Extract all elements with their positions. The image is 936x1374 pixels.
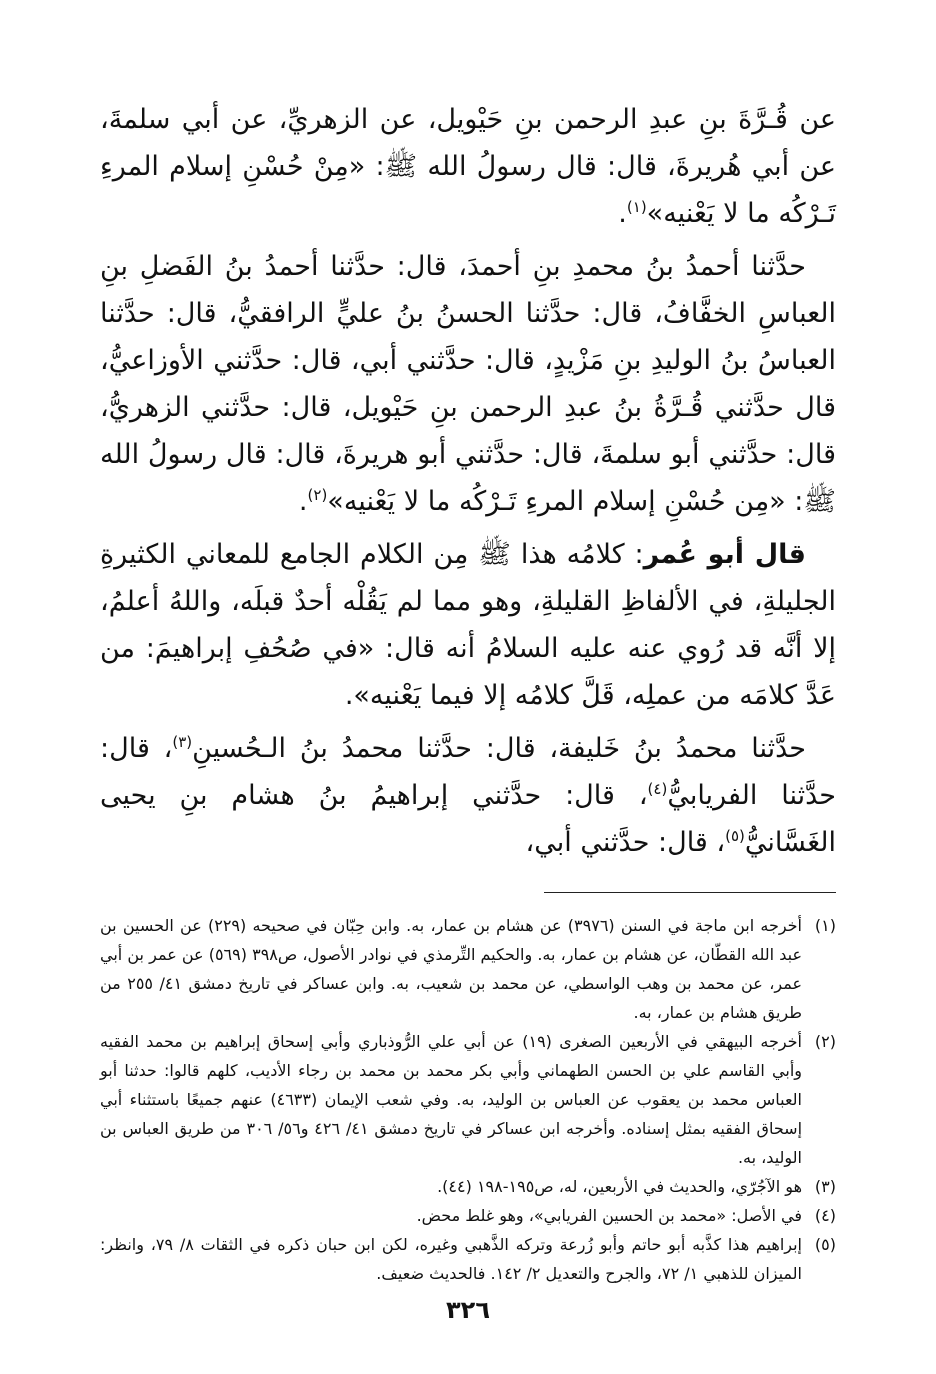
footnote-ref-2: (٢) xyxy=(307,486,328,504)
footnote-3 xyxy=(100,1172,836,1201)
footnote-text: في الأصل: «محمد بن الحسين الفريابي»، وهو غلط محض. xyxy=(416,1206,802,1225)
footnotes xyxy=(100,911,836,1288)
paragraph-3-lead: قال أبو عُمر xyxy=(643,539,806,570)
footnote-text: إبراهيم هذا كذَّبه أبو حاتم وأبو زُرعة وتركه الذَّهبي وغيره، لكن ابن حبان ذكره في الثقات ٨/ ٧٩، وانظر: الميزان للذهبي ١/ ٧٢، والجرح والتعديل ٢/ ١٤٢. فالحديث ضعيف. xyxy=(100,1235,803,1283)
footnote-divider xyxy=(544,892,836,893)
footnote-1 xyxy=(100,911,836,1027)
footnote-number: (٥) xyxy=(814,1235,836,1254)
page-content xyxy=(100,96,836,1288)
paragraph-2 xyxy=(100,243,836,525)
paragraph-4-part-d: ، قال: حدَّثني أبي، xyxy=(525,827,726,858)
paragraph-1-end: . xyxy=(618,198,627,229)
paragraph-3 xyxy=(100,531,836,719)
paragraph-4-part-c: ، قال: حدَّثني إبراهيمُ بنُ هشام بنِ يحيى الغَسَّانيُّ xyxy=(100,780,836,858)
footnote-number: (٤) xyxy=(814,1206,836,1225)
paragraph-4-part-a: حدَّثنا محمدُ بنُ خَليفة، قال: حدَّثنا محمدُ بنُ الـحُسينِ xyxy=(192,733,806,764)
paragraph-2-text: حدَّثنا أحمدُ بنُ محمدِ بنِ أحمدَ، قال: حدَّثنا أحمدُ بنُ الفَضلِ بنِ العباسِ الخفَّافُ، قال: حدَّثنا الحسنُ بنُ عليٍّ الرافقيُّ، قال: حدَّثنا العباسُ بنُ الوليدِ بنِ مَزْيدٍ، قال: حدَّثني أبي، قال: حدَّثني الأوزاعيُّ، قال حدَّثني قُـرَّةُ بنُ عبدِ الرحمن بنِ حَيْويل، قال: حدَّثني الزهريُّ، قال: حدَّثني أبو سلمةَ، قال: حدَّثني أبو هريرةَ، قال: قال رسولُ الله ﷺ: «مِن حُسْنِ إسلام المرءِ تَـرْكُه ما لا يَعْنيه» xyxy=(100,251,836,517)
footnote-ref-1: (١) xyxy=(626,198,647,216)
footnote-text: أخرجه ابن ماجة في السنن (٣٩٧٦) عن هشام بن عمار، به. وابن حِبّان في صحيحه (٢٢٩) عن الحسين بن عبد الله القطّان، عن هشام بن عمار، به. والحكيم التِّرمذي في نوادر الأصول، ص٣٩٨ (٥٦٩) عن عمر بن أبي عمر، عن محمد بن وهب الواسطي، عن محمد بن شعيب، به. وابن عساكر في تاريخ دمشق ٤١/ ٢٥٥ من طريق هشام بن عمار، به. xyxy=(100,916,803,1022)
footnote-number: (٢) xyxy=(814,1032,836,1051)
paragraph-4 xyxy=(100,725,836,866)
footnote-4 xyxy=(100,1201,836,1230)
paragraph-1 xyxy=(100,96,836,237)
footnote-ref-3: (٣) xyxy=(172,733,193,751)
paragraph-2-end: . xyxy=(298,486,308,517)
paragraph-3-text: : كلامُه هذا ﷺ مِن الكلام الجامع للمعاني الكثيرةِ الجليلةِ، في الألفاظِ القليلةِ، وهو مما لم يَقُلْه أحدٌ قبلَه، واللهُ أعلمُ، إلا أنَّه قد رُوي عنه عليه السلامُ أنه قال: «في صُحُفِ إبراهيمَ: من عَدَّ كلامَه من عملِه، قَلَّ كلامُه إلا فيما يَعْنيه». xyxy=(100,539,836,711)
footnote-5 xyxy=(100,1230,836,1288)
footnote-text: هو الآجُرّي، والحديث في الأربعين، له، ص١٩٥-١٩٨ (٤٤). xyxy=(437,1177,802,1196)
page-number: ٣٢٦ xyxy=(446,1296,490,1324)
footnote-text: أخرجه البيهقي في الأربعين الصغرى (١٩) عن أبي علي الرُّوذباري وأبي إسحاق إبراهيم بن محمد الفقيه وأبي القاسم علي بن الحسن الطهماني وأبي بكر محمد بن محمد بن رجاء الأديب، كلهم قالوا: حدثنا أبو العباس محمد بن يعقوب عن العباس بن الوليد، به. وفي شعب الإيمان (٤٦٣٣) عنهم جميعًا باستثناء أبي إسحاق الفقيه بمثل إسناده. وأخرجه ابن عساكر في تاريخ دمشق ٤١/ ٤٢٦ و٥٦/ ٣٠٦ من طريق العباس بن الوليد، به. xyxy=(100,1032,803,1167)
main-text xyxy=(100,96,836,866)
paragraph-4-part-b: ، قال: حدَّثنا الفريابيُّ xyxy=(100,733,836,811)
paragraph-1-text: عن قُـرَّةَ بنِ عبدِ الرحمن بنِ حَيْويل، عن الزهريِّ، عن أبي سلمةَ، عن أبي هُريرةَ، قال: قال رسولُ الله ﷺ: «مِنْ حُسْنِ إسلام المرءِ تَـرْكُه ما لا يَعْنيه» xyxy=(100,104,836,229)
footnote-number: (٣) xyxy=(814,1177,836,1196)
footnote-2 xyxy=(100,1027,836,1172)
footnote-ref-4: (٤) xyxy=(647,780,668,798)
footnote-number: (١) xyxy=(814,916,836,935)
footnote-ref-5: (٥) xyxy=(725,827,745,845)
